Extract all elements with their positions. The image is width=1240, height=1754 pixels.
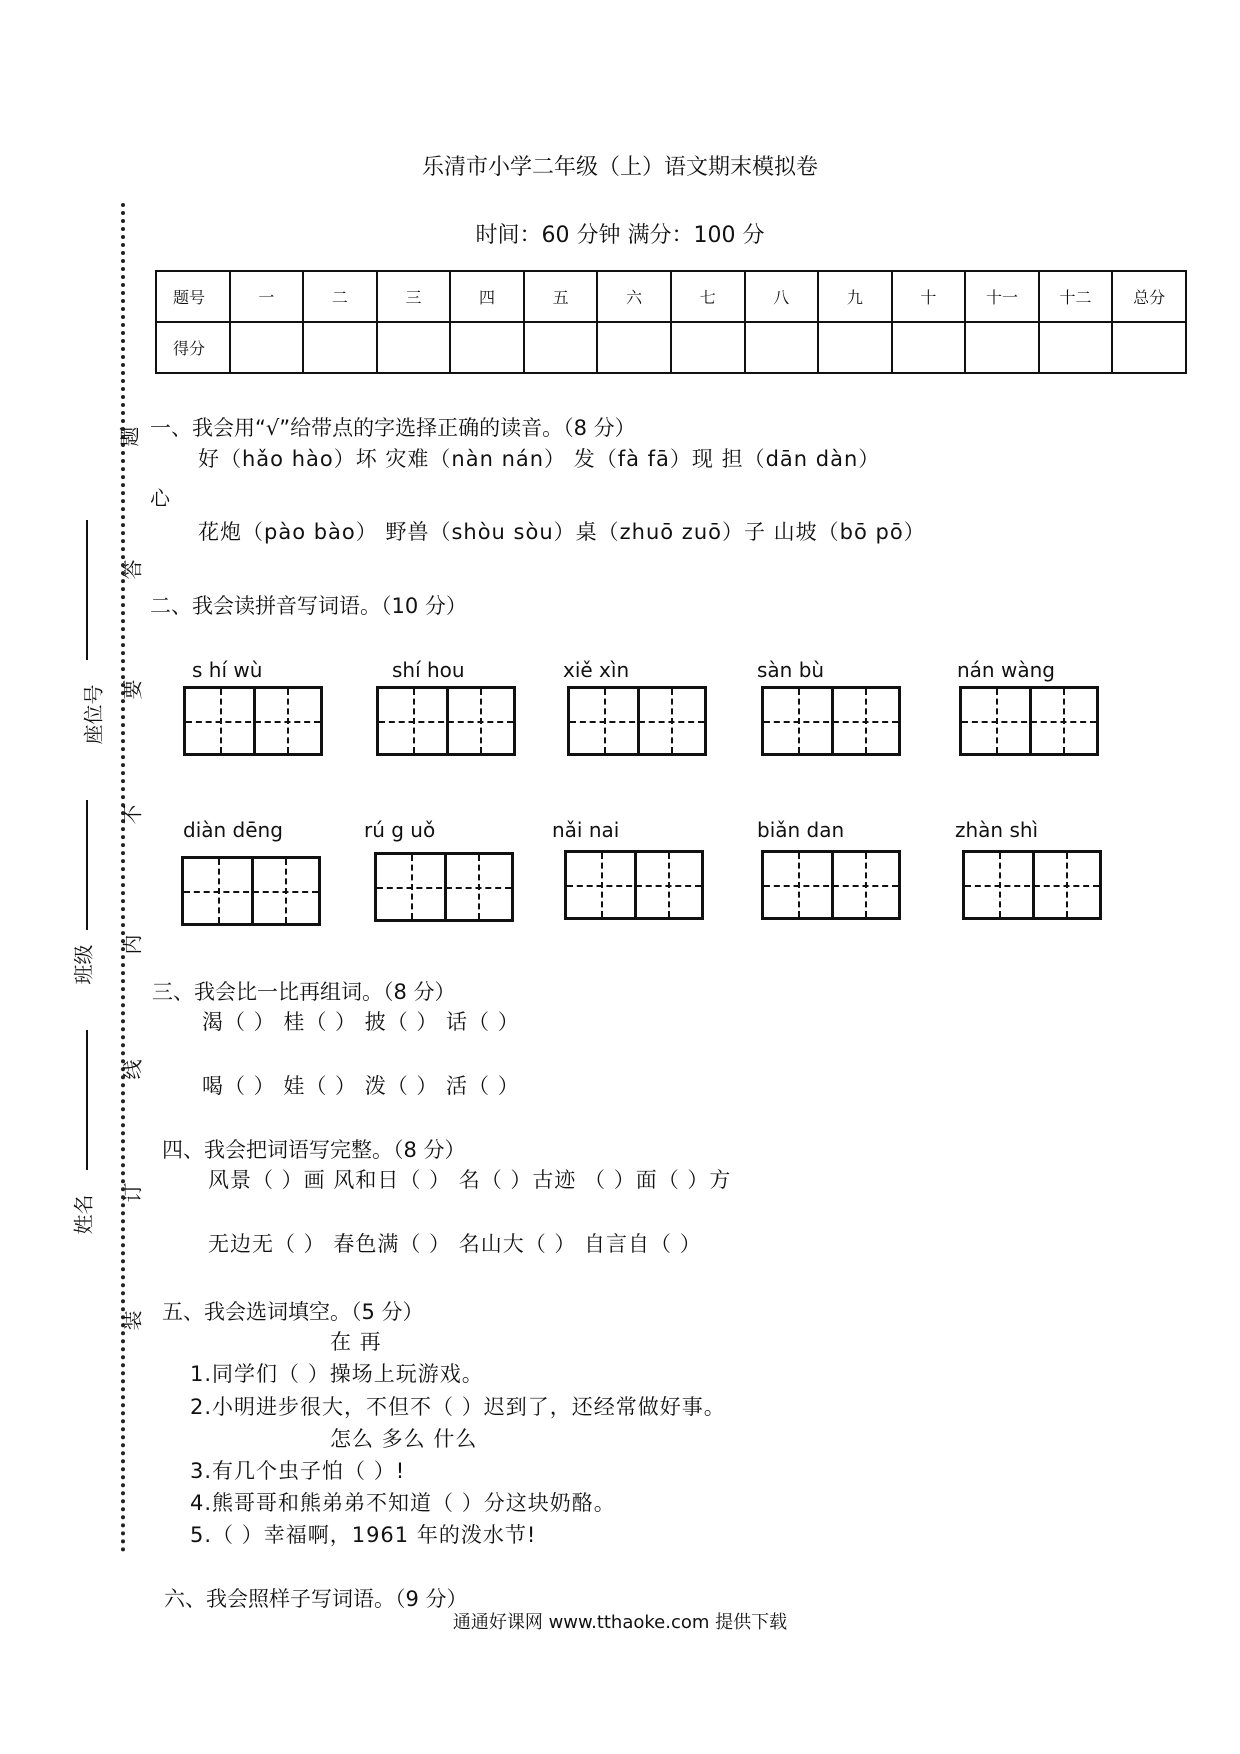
writing-grid[interactable] xyxy=(374,852,514,922)
pinyin-label: rú g uǒ xyxy=(364,818,436,842)
table-header-cell: 五 xyxy=(524,271,598,322)
pinyin-label: s hí wù xyxy=(192,658,263,682)
section2-title: 二、我会读拼音写词语。（10 分） xyxy=(150,594,467,618)
writing-grid[interactable] xyxy=(376,686,516,756)
table-header-cell: 四 xyxy=(450,271,524,322)
section4-title: 四、我会把词语写完整。（8 分） xyxy=(162,1138,466,1162)
writing-grid[interactable] xyxy=(959,686,1099,756)
name-label: 姓名 xyxy=(71,1194,96,1235)
margin-char: 要 xyxy=(120,679,145,700)
score-table xyxy=(155,270,1187,374)
score-cell[interactable] xyxy=(1112,322,1186,373)
writing-grid[interactable] xyxy=(761,686,901,756)
binding-dotted-line xyxy=(121,203,125,1553)
table-header-cell: 总分 xyxy=(1112,271,1186,322)
score-cell[interactable] xyxy=(818,322,892,373)
score-cell[interactable] xyxy=(1039,322,1113,373)
section5-title: 五、我会选词填空。（5 分） xyxy=(162,1300,424,1324)
score-cell[interactable] xyxy=(892,322,966,373)
score-cell[interactable] xyxy=(450,322,524,373)
margin-char: 线 xyxy=(120,1059,145,1080)
score-cell[interactable] xyxy=(597,322,671,373)
section1-line2: 花炮（pào bào） 野兽（shòu sòu）桌（zhuō zuō）子 山坡（bō pō） xyxy=(198,520,926,544)
table-header-cell: 九 xyxy=(818,271,892,322)
table-header-cell: 二 xyxy=(303,271,377,322)
section1-line1: 好（hǎo hào）坏 灾难（nàn nán） 发（fà fā）现 担（dān dàn） xyxy=(198,447,881,471)
pinyin-label: xiě xìn xyxy=(563,658,630,682)
margin-char: 题 xyxy=(117,426,142,447)
pinyin-label: nǎi nai xyxy=(552,818,620,842)
question-3: 3.有几个虫子怕（ ）! xyxy=(190,1459,406,1483)
question-1: 1.同学们（ ）操场上玩游戏。 xyxy=(190,1362,484,1386)
score-cell[interactable] xyxy=(524,322,598,373)
pinyin-label: zhàn shì xyxy=(955,818,1039,842)
table-header-cell: 十一 xyxy=(965,271,1039,322)
class-field[interactable] xyxy=(86,800,88,930)
table-header-cell: 十二 xyxy=(1039,271,1113,322)
pinyin-label: sàn bù xyxy=(757,658,825,682)
footer-source: 通通好课网 www.tthaoke.com 提供下载 xyxy=(452,1612,788,1633)
writing-grid[interactable] xyxy=(564,850,704,920)
score-cell[interactable] xyxy=(230,322,304,373)
table-header-cell: 三 xyxy=(377,271,451,322)
section3-title: 三、我会比一比再组词。（8 分） xyxy=(152,980,456,1004)
section4-line2: 无边无（ ） 春色满（ ） 名山大（ ） 自言自（ ） xyxy=(208,1232,702,1256)
margin-char: 装 xyxy=(120,1310,145,1331)
table-header-cell: 七 xyxy=(671,271,745,322)
word-choices: 在 再 xyxy=(330,1330,382,1354)
question-2: 2.小明进步很大，不但不（ ）迟到了，还经常做好事。 xyxy=(190,1395,726,1419)
writing-grid[interactable] xyxy=(567,686,707,756)
table-header-cell: 十 xyxy=(892,271,966,322)
seat-number-label: 座位号 xyxy=(81,684,106,745)
question-5: 5.（ ）幸福啊，1961 年的泼水节! xyxy=(190,1523,537,1547)
question-4: 4.熊哥哥和熊弟弟不知道（ ）分这块奶酪。 xyxy=(190,1491,616,1515)
margin-char: 不 xyxy=(120,804,145,825)
margin-char: 心 xyxy=(150,486,170,510)
pinyin-label: shí hou xyxy=(392,658,465,682)
writing-grid[interactable] xyxy=(962,850,1102,920)
writing-grid[interactable] xyxy=(183,686,323,756)
section4-line1: 风景（ ）画 风和日（ ） 名（ ）古迹 （ ）面（ ）方 xyxy=(208,1168,732,1192)
table-row xyxy=(156,322,1186,373)
page-title: 乐清市小学二年级（上）语文期末模拟卷 xyxy=(421,155,818,180)
score-cell[interactable] xyxy=(745,322,819,373)
table-header-cell: 六 xyxy=(597,271,671,322)
section3-line2: 喝（ ） 娃（ ） 泼（ ） 活（ ） xyxy=(202,1074,520,1098)
name-field[interactable] xyxy=(86,1030,88,1170)
score-cell[interactable] xyxy=(671,322,745,373)
writing-grid[interactable] xyxy=(761,850,901,920)
table-row-header: 得分 xyxy=(156,322,230,373)
writing-grid[interactable] xyxy=(181,856,321,926)
class-label: 班级 xyxy=(71,944,96,985)
table-header-cell: 八 xyxy=(745,271,819,322)
seat-number-field[interactable] xyxy=(86,520,88,660)
pinyin-label: biǎn dan xyxy=(757,818,845,842)
pinyin-label: diàn dēng xyxy=(183,818,283,842)
table-row xyxy=(156,271,1186,322)
pinyin-label: nán wàng xyxy=(957,658,1055,682)
score-cell[interactable] xyxy=(377,322,451,373)
exam-meta: 时间：60 分钟 满分：100 分 xyxy=(475,223,765,248)
section1-title: 一、我会用“√”给带点的字选择正确的读音。（8 分） xyxy=(150,416,636,440)
section3-line1: 渴（ ） 桂（ ） 披（ ） 话（ ） xyxy=(202,1010,520,1034)
score-cell[interactable] xyxy=(303,322,377,373)
margin-char: 内 xyxy=(120,934,145,955)
margin-char: 订 xyxy=(120,1182,145,1203)
word-choices: 怎么 多么 什么 xyxy=(330,1427,478,1451)
score-cell[interactable] xyxy=(965,322,1039,373)
section6-title: 六、我会照样子写词语。（9 分） xyxy=(164,1587,468,1611)
table-row-header: 题号 xyxy=(156,271,230,322)
table-header-cell: 一 xyxy=(230,271,304,322)
margin-char: 答 xyxy=(120,559,145,580)
